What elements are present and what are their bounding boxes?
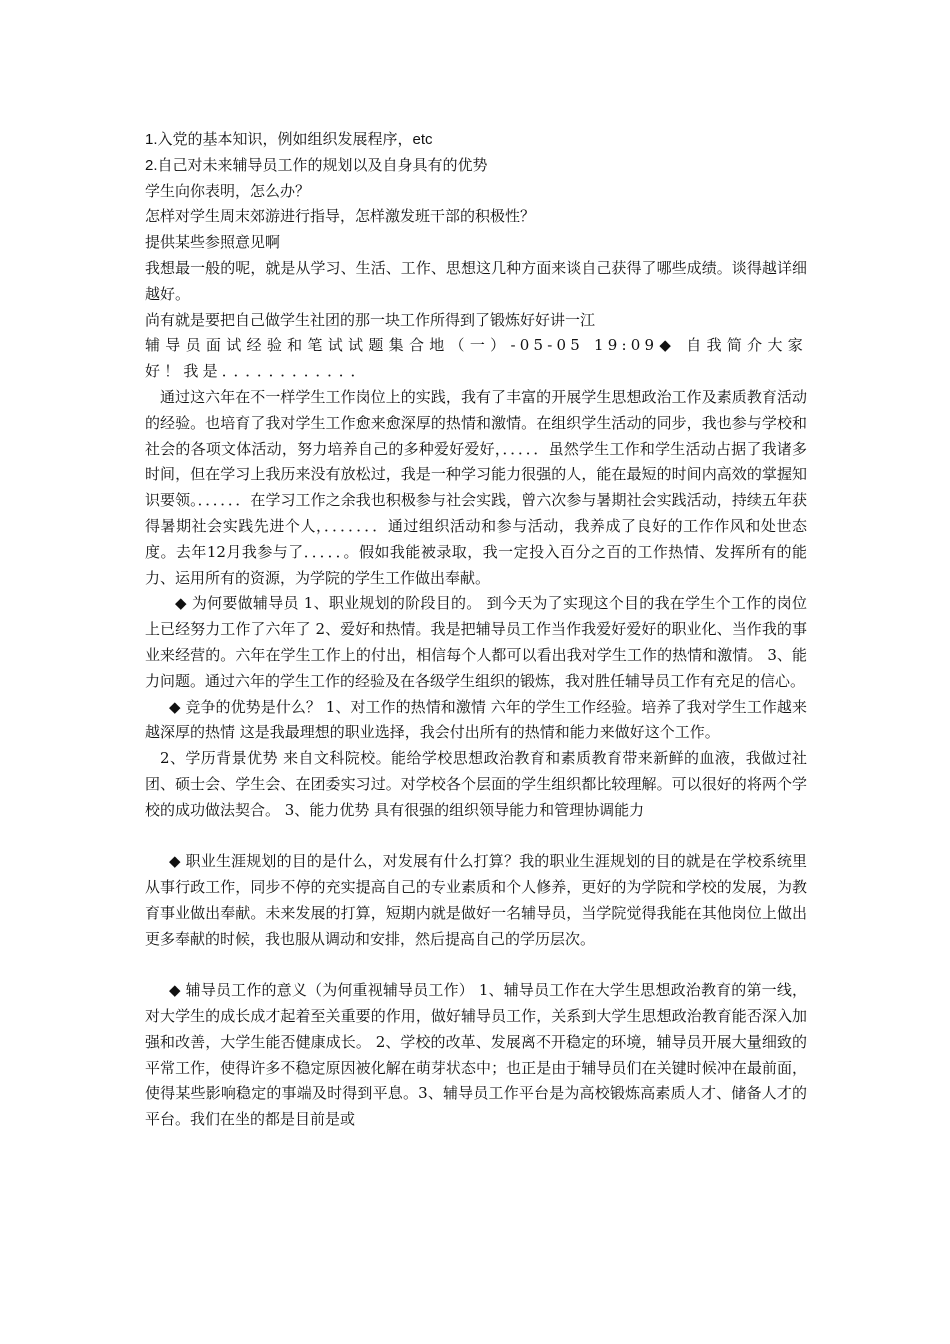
text-line: 1.入党的基本知识，例如组织发展程序，etc [145, 131, 433, 148]
blank-line [145, 953, 807, 979]
text-line: 学生向你表明，怎么办？ [145, 182, 311, 200]
paragraph: 我想最一般的呢，就是从学习、生活、工作、思想这几种方面来谈自己获得了哪些成绩。谈得越详细越好。 [145, 258, 807, 303]
paragraph: 2、学历背景优势 来自文科院校。能给学校思想政治教育和素质教育带来新鲜的血液，我做过社团、硕士会、学生会、在团委实习过。对学校各个层面的学生组织都比较理解。可以很好的将两个学校的成功做法契合。 3、能力优势 具有很强的组织领导能力和管理协调能力 [145, 749, 807, 819]
blank-line [145, 824, 807, 850]
paragraph: ◆ 为何要做辅导员 1、职业规划的阶段目的。 到今天为了实现这个目的我在学生个工作的岗位上已经努力工作了六年了 2、爱好和热情。我是把辅导员工作当作我爱好爱好的职业化、当作我的事业来经营的。六年在学生工作上的付出，相信每个人都可以看出我对学生工作的热情和激情。 3、能力问题。通过六年的学生工作的经验及在各级学生组织的锻炼，我对胜任辅导员工作有充足的信心。 [145, 594, 807, 690]
paragraph-heading: 辅导员面试经验和笔试试题集合地（一）-05-05 19:09◆ 自我简介大家好！我是．．．．．．．．．．．． [145, 336, 807, 381]
paragraph: ◆ 竞争的优势是什么？ 1、对工作的热情和激情 六年的学生工作经验。培养了我对学生工作越来越深厚的热情 这是我最理想的职业选择，我会付出所有的热情和能力来做好这个工作。 [145, 697, 807, 742]
paragraph: 通过这六年在不一样学生工作岗位上的实践，我有了丰富的开展学生思想政治工作及素质教育活动的经验。也培育了我对学生工作愈来愈深厚的热情和激情。在组织学生活动的同步，我也参与学校和社会的各项文体活动，努力培养自己的多种爱好爱好，．．．．．虽然学生工作和学生活动占据了我诸多时间，但在学习上我历来没有放松过，我是一种学习能力很强的人，能在最短的时间内高效的掌握知识要领。．．．．．．在学习工作之余我也积极参与社会实践，曾六次参与暑期社会实践活动，持续五年获得暑期社会实践先进个人，．．．．．．．通过组织活动和参与活动，我养成了良好的工作作风和处世态度。去年12月我参与了．．．．．。假如我能被录取，我一定投入百分之百的工作热情、发挥所有的能力、运用所有的资源，为学院的学生工作做出奉献。 [145, 387, 807, 587]
paragraph: ◆ 辅导员工作的意义（为何重视辅导员工作） 1、辅导员工作在大学生思想政治教育的第一线，对大学生的成长成才起着至关重要的作用，做好辅导员工作，关系到大学生思想政治教育能否深入加强和改善，大学生能否健康成长。 2、学校的改革、发展离不开稳定的环境，辅导员开展大量细致的平常工作，使得许多不稳定原因被化解在萌芽状态中；也正是由于辅导员们在关键时候冲在最前面，使得某些影响稳定的事端及时得到平息。3、辅导员工作平台是为高校锻炼高素质人才、储备人才的平台。我们在坐的都是目前是或 [145, 981, 807, 1129]
paragraph: ◆ 职业生涯规划的目的是什么，对发展有什么打算？我的职业生涯规划的目的就是在学校系统里从事行政工作，同步不停的充实提高自己的专业素质和个人修养，更好的为学院和学校的发展，为教育事业做出奉献。未来发展的打算，短期内就是做好一名辅导员，当学院觉得我能在其他岗位上做出更多奉献的时候，我也服从调动和安排，然后提高自己的学历层次。 [145, 852, 807, 948]
text-line: 提供某些参照意见啊 [145, 234, 281, 252]
document-body [145, 127, 807, 1133]
paragraph: 尚有就是要把自己做学生社团的那一块工作所得到了锻炼好好讲一江 [145, 310, 596, 329]
text-line: 怎样对学生周末郊游进行指导，怎样激发班干部的积极性？ [145, 208, 536, 226]
text-line: 2.自己对未来辅导员工作的规划以及自身具有的优势 [145, 156, 488, 174]
